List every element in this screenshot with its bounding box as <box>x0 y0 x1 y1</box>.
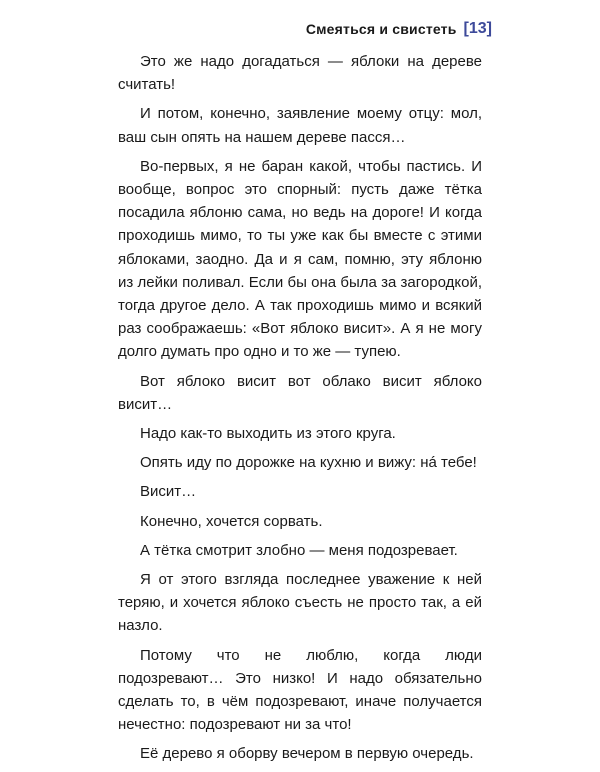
paragraph: Конечно, хочется сорвать. <box>140 512 323 530</box>
paragraph: Я от этого взгляда последнее уважение к ней теряю, и хочется яблоко съесть не просто так, а ей назло. <box>118 571 482 635</box>
paragraph: А тётка смотрит злобно — меня подозревает. <box>140 541 458 559</box>
paragraph: Это же надо догадаться — яблоки на дереве считать! <box>118 53 482 94</box>
paragraph: Её дерево я оборву вечером в первую очередь. <box>140 745 474 763</box>
page-number: [13] <box>463 20 492 37</box>
paragraph: Потому что не люблю, когда люди подозревают… Это низко! И надо обязательно сделать то, в чём подозревают, иначе получается нечестно: подозревают ни за что! <box>118 646 482 734</box>
paragraph: Надо как-то выходить из этого круга. <box>140 425 396 443</box>
running-head <box>306 20 492 38</box>
chapter-title: Смеяться и свистеть <box>305 21 457 37</box>
paragraph: Вот яблоко висит вот облако висит яблоко висит… <box>118 372 482 413</box>
paragraph: Опять иду по дорожке на кухню и вижу: нá тебе! <box>140 454 477 472</box>
paragraph: И потом, конечно, заявление моему отцу: мол, ваш сын опять на нашем дереве пасся… <box>118 105 482 146</box>
paragraph: Висит… <box>140 483 197 501</box>
paragraph: Во-первых, я не баран какой, чтобы пастись. И вообще, вопрос это спорный: пусть даже тётка посадила яблоню сама, но ведь на дороге! И когда проходишь мимо, то ты уже как бы вместе с этими яблоками, заодно. Да и я сам, помню, эту яблоню из лейки поливал. Если бы она была за загородкой, тогда другое дело. А так проходишь мимо и всякий раз соображаешь: «Вот яблоко висит». А я не могу долго думать про одно и то же — тупею. <box>118 157 482 361</box>
body-text <box>118 50 482 772</box>
